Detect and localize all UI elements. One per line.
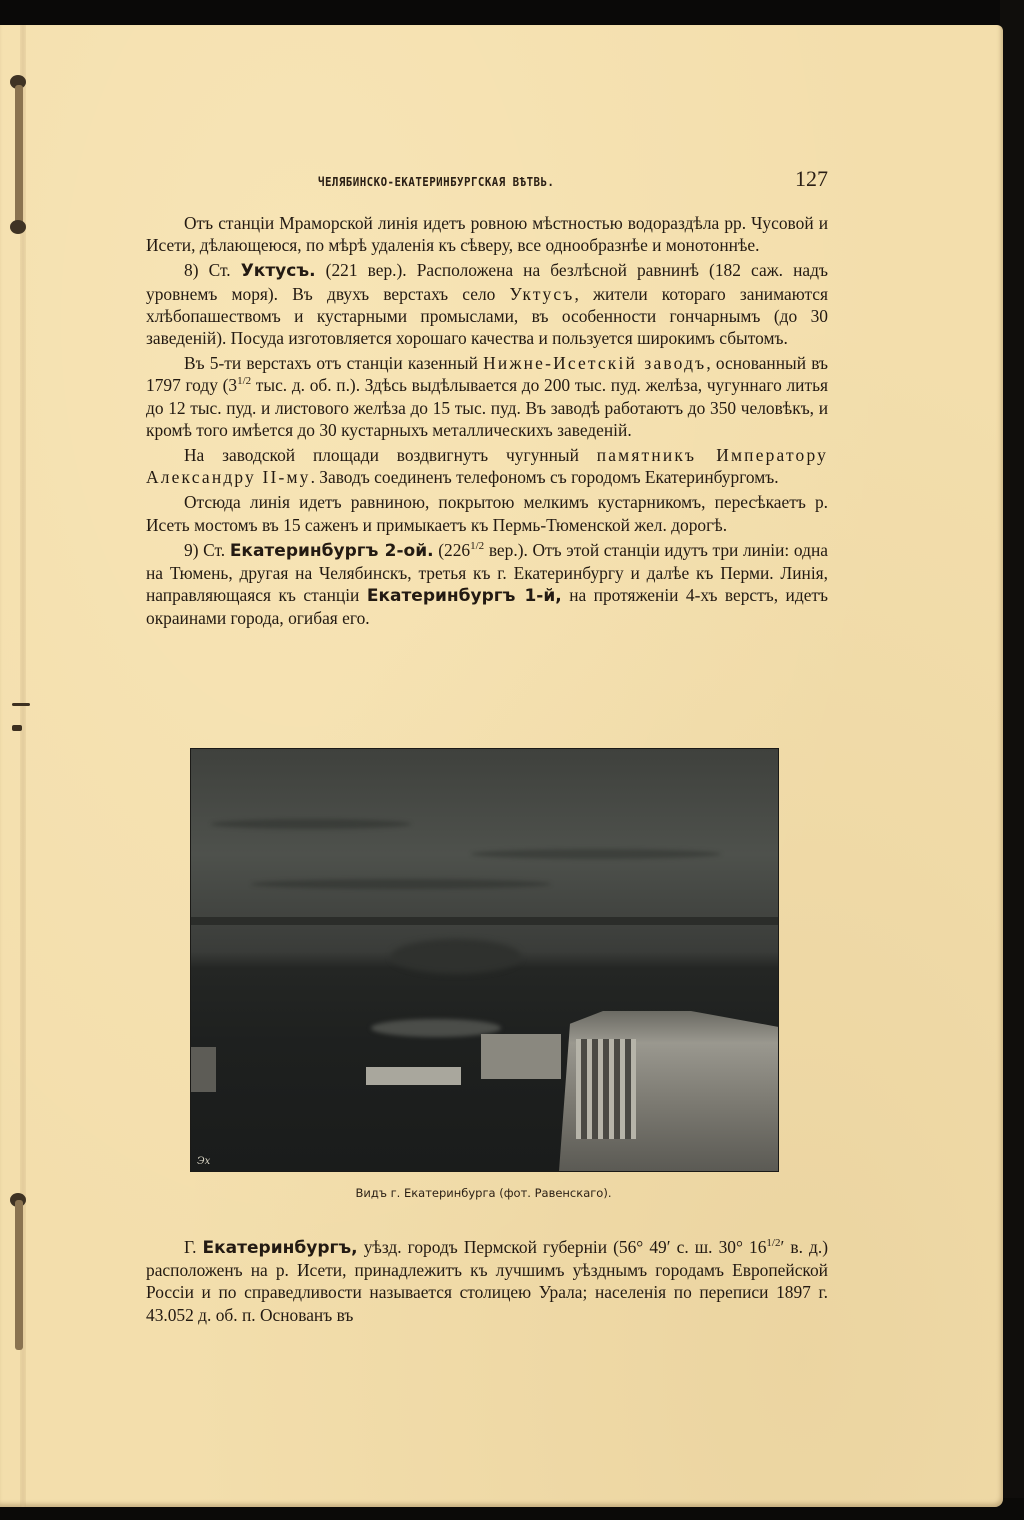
- page-number: 127: [795, 166, 828, 191]
- scan-top-border: [0, 0, 1024, 26]
- binding-thread: [15, 85, 23, 225]
- station-name: Екатеринбургъ 1-й,: [366, 586, 562, 607]
- horizon: [191, 917, 778, 925]
- station-name: Екатеринбургъ 2-ой.: [229, 540, 434, 561]
- cloud: [471, 849, 721, 859]
- paragraph-station-uktus: 8) Ст. Уктусъ. (221 вер.). Расположена на безлѣсной равнинѣ (182 саж. надъ уровнемъ моря). Въ двухъ верстахъ село Уктусъ, жители котораго занимаются хлѣбопашествомъ и кустарными промыслами, въ особенности гончарнымъ (до 30 заведеній). Посуда изготовляется хорошаго качества и пользуется широкимъ сбытомъ.: [146, 260, 828, 349]
- building: [481, 1034, 561, 1079]
- binding-mark: [12, 703, 30, 706]
- body-text-bottom: [146, 1236, 828, 1329]
- paragraph: Отъ станціи Мраморской линія идетъ ровною мѣстностью водораздѣла рр. Чусовой и Исети, дѣлающеюся, по мѣрѣ удаленія къ сѣверу, все однообразнѣе и монотоннѣе.: [146, 213, 828, 256]
- factory-name: Нижне-Исетскій заводъ: [483, 353, 707, 374]
- station-name: Уктусъ.: [240, 261, 316, 282]
- paragraph: Отсюда линія идетъ равниною, покрытою мелкимъ кустарникомъ, пересѣкаетъ р. Исеть мостомъ въ 15 саженъ и примыкаетъ къ Пермь-Тюменской жел. дорогѣ.: [146, 492, 828, 535]
- running-head: ЧЕЛЯБИНСКО-ЕКАТЕРИНБУРГСКАЯ ВѢТВЬ.: [318, 175, 555, 189]
- building: [191, 1047, 216, 1092]
- lake: [391, 939, 521, 974]
- photograph-ekaterinburg: [190, 748, 779, 1172]
- paragraph-station-ekaterinburg-2: 9) Ст. Екатеринбургъ 2-ой. ($226^{1/2}$ вер.). Отъ этой станціи идутъ три линіи: одна на Тюмень, другая на Челябинскъ, третья къ г. Екатеринбургу и далѣе къ Перми. Линія, направляющаяся къ станціи Екатеринбургъ 1-й, на протяженіи 4-хъ верстъ, идетъ окраинами города, огибая его.: [146, 539, 829, 629]
- cloud: [251, 879, 551, 889]
- paragraph-nizhne-isetsk: Въ 5-ти верстахъ отъ станціи казенный Нижне-Исетскій заводъ, основанный въ 1797 году ($3^{1/2}$ тыс. д. об. п.). Здѣсь выдѣлывается до 200 тыс. пуд. желѣза, чугуннаго литья до 12 тыс. пуд. и листового желѣза до 15 тыс. пуд. Въ заводѣ работаютъ до 350 человѣкъ, и кромѣ того имѣется до 30 кустарныхъ металлическихъ заведеній.: [146, 353, 829, 440]
- city-name: Екатеринбургъ,: [202, 1238, 358, 1258]
- engraver-signature: Эх: [197, 1156, 211, 1167]
- paragraph-city-ekaterinburg: Г. Екатеринбургъ, уѣзд. городъ Пермской губерніи (56° 49′ с. ш. 30° $16^{1/2}'$ в. д.) расположенъ на р. Исети, принадлежитъ къ лучшимъ уѣзднымъ городамъ Европейской Россіи и по справедливости называется столицею Урала; населенія по переписи 1897 г. 43.052 д. об. п. Основанъ въ: [146, 1237, 828, 1325]
- binding-knot-icon: [10, 220, 26, 234]
- page-header: [318, 166, 828, 192]
- village-name: Уктусъ: [509, 283, 575, 304]
- binding-thread: [15, 1200, 23, 1350]
- body-text-top: [146, 212, 828, 633]
- paragraph-monument: На заводской площади воздвигнутъ чугунный памятникъ Императору Александру II-му. Заводъ соединенъ телефономъ съ городомъ Екатеринбургомъ.: [146, 445, 828, 488]
- monument-name: памятникъ Императору Александру II-му: [146, 445, 828, 488]
- building: [366, 1067, 461, 1085]
- building-columns: [576, 1039, 636, 1139]
- figure-caption: Видъ г. Екатеринбурга (фот. Равенскаго).: [355, 1186, 612, 1200]
- cloud: [211, 819, 411, 829]
- binding-mark: [12, 725, 22, 731]
- scan-right-border: [1000, 0, 1024, 1520]
